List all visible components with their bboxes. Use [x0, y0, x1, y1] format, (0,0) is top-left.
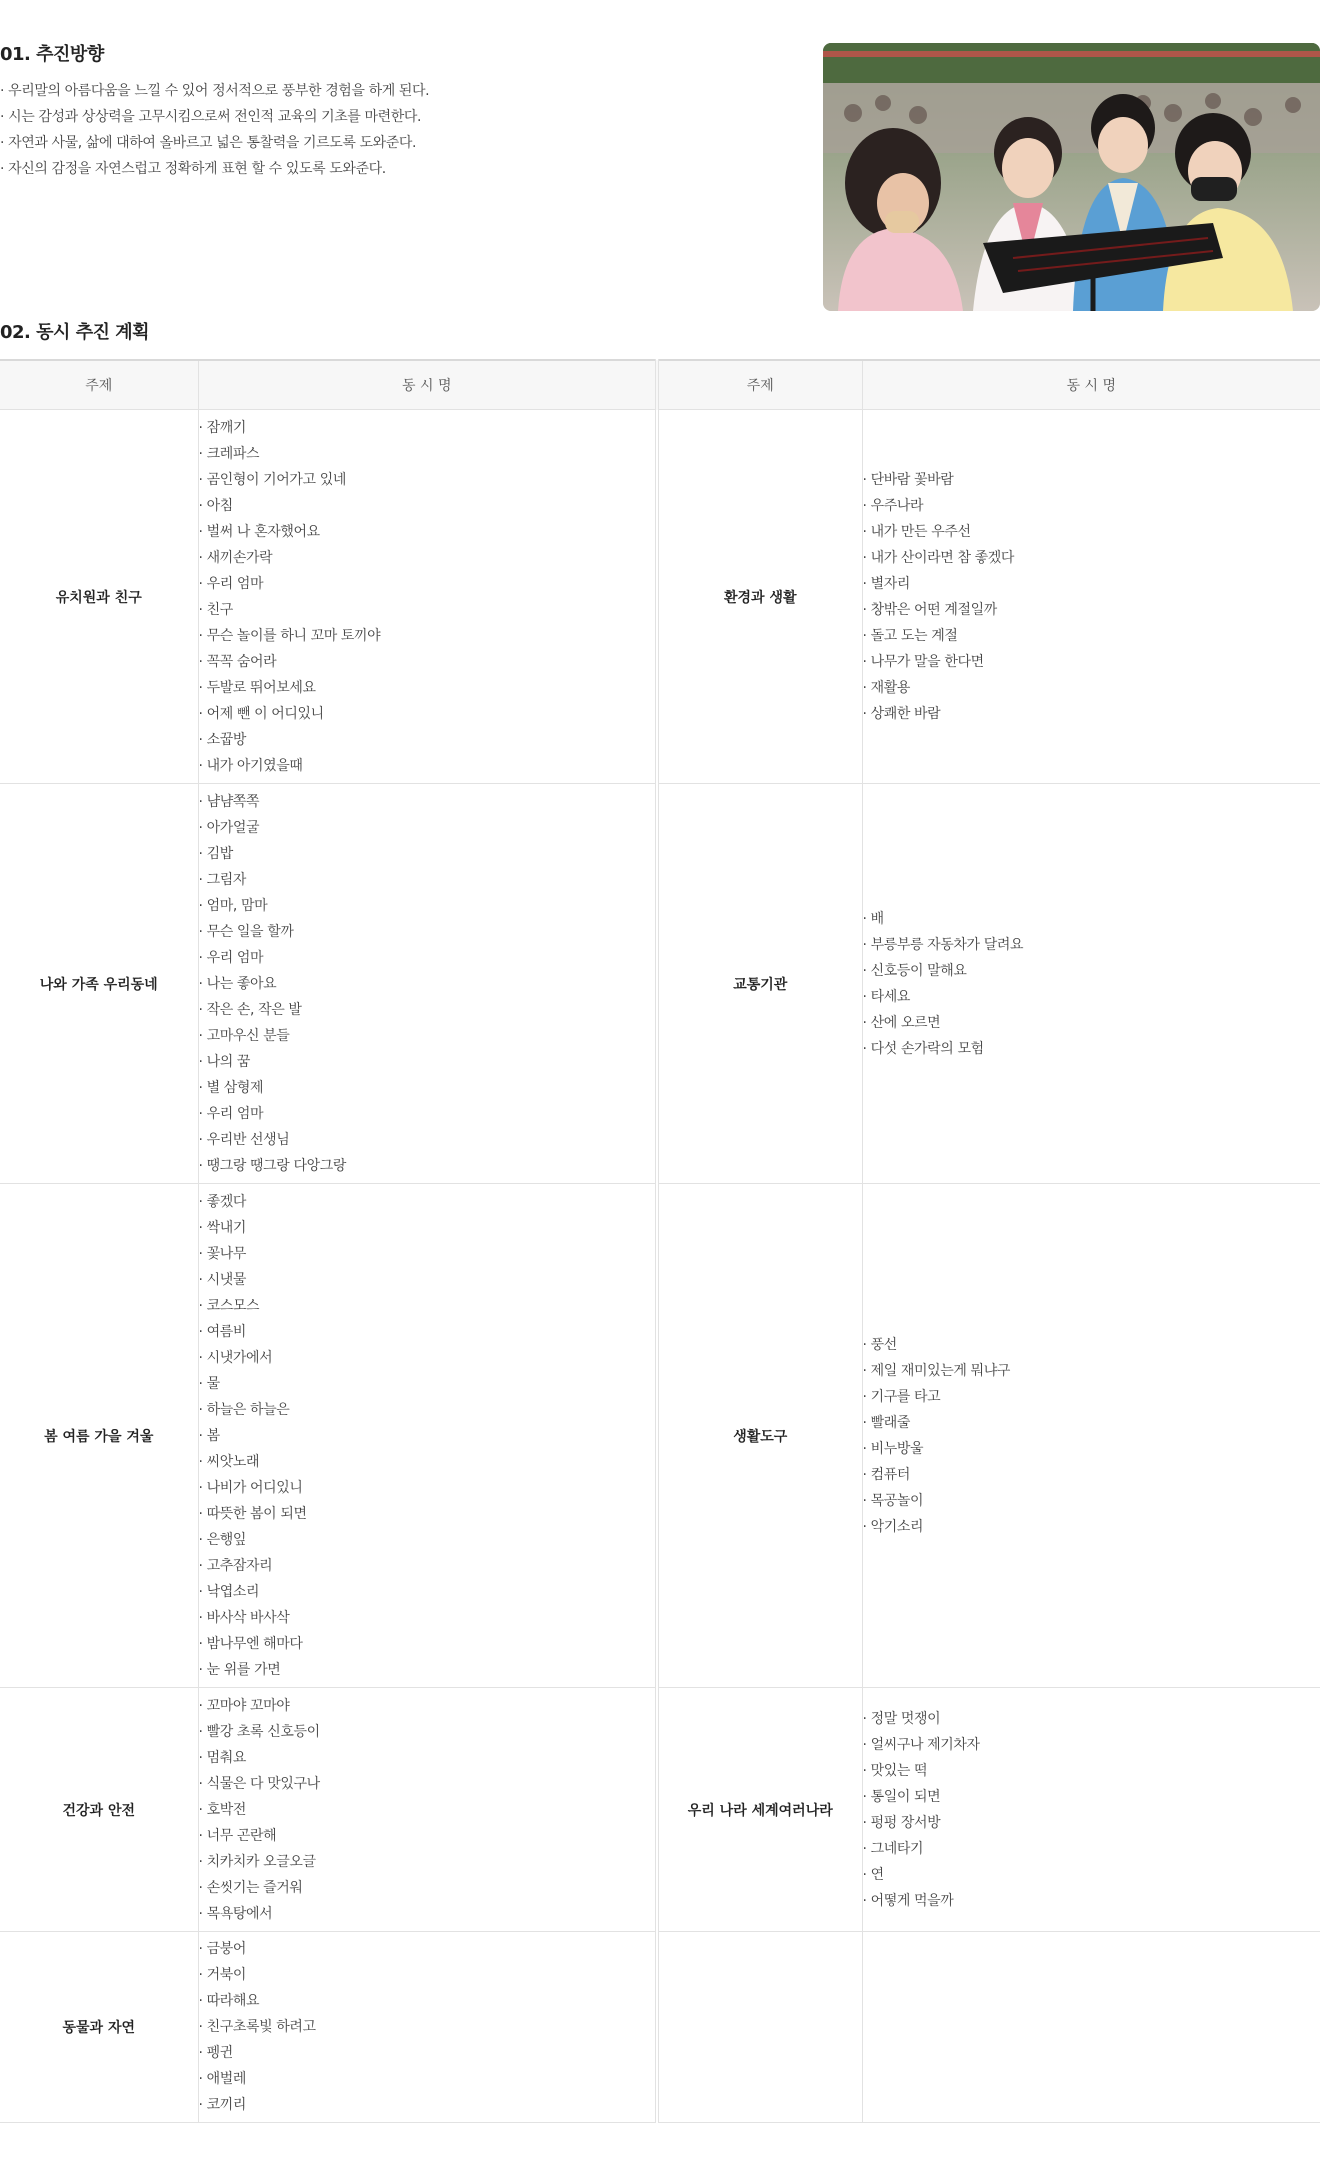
poem-list [863, 467, 1320, 727]
poem-item: · 나는 좋아요 [199, 971, 656, 997]
poem-item: · 코스모스 [199, 1293, 656, 1319]
poem-item: · 연 [863, 1862, 1320, 1888]
poem-item: · 김밥 [199, 841, 656, 867]
direction-item: · 시는 감성과 상상력을 고무시킴으로써 전인적 교육의 기초를 마련한다. [0, 104, 429, 130]
poem-list-cell [198, 1184, 657, 1688]
direction-item: · 우리말의 아름다움을 느낄 수 있어 정서적으로 풍부한 경험을 하게 된다. [0, 78, 429, 104]
topic-cell: 나와 가족 우리동네 [0, 784, 198, 1184]
direction-item: · 자신의 감정을 자연스럽고 정확하게 표현 할 수 있도록 도와준다. [0, 156, 429, 182]
poem-item: · 비누방울 [863, 1436, 1320, 1462]
topic-cell: 동물과 자연 [0, 1932, 198, 2123]
poem-item: · 악기소리 [863, 1514, 1320, 1540]
poem-item: · 우리반 선생님 [199, 1127, 656, 1153]
poem-item: · 여름비 [199, 1319, 656, 1345]
poem-item: · 제일 재미있는게 뭐냐구 [863, 1358, 1320, 1384]
poem-item: · 애벌레 [199, 2066, 656, 2092]
poem-item: · 엄마, 맘마 [199, 893, 656, 919]
poem-item: · 별 삼형제 [199, 1075, 656, 1101]
table-row [0, 1688, 1320, 1932]
poem-item: · 너무 곤란해 [199, 1823, 656, 1849]
poem-item: · 두발로 뛰어보세요 [199, 675, 656, 701]
poem-item: · 코끼리 [199, 2092, 656, 2118]
poem-item: · 목욕탕에서 [199, 1901, 656, 1927]
poem-item: · 꼬마야 꼬마야 [199, 1693, 656, 1719]
poem-item: · 아가얼굴 [199, 815, 656, 841]
poem-item: · 통일이 되면 [863, 1784, 1320, 1810]
poem-item: · 하늘은 하늘은 [199, 1397, 656, 1423]
poem-item: · 고마우신 분들 [199, 1023, 656, 1049]
poem-item: · 작은 손, 작은 발 [199, 997, 656, 1023]
header-poems: 동 시 명 [198, 360, 657, 410]
poem-plan-table [0, 359, 1320, 2123]
topic-cell: 우리 나라 세계여러나라 [657, 1688, 862, 1932]
poem-item: · 부릉부릉 자동차가 달려요 [863, 932, 1320, 958]
table-row [0, 410, 1320, 784]
poem-item: · 내가 아기였을때 [199, 753, 656, 779]
poem-item: · 잠깨기 [199, 415, 656, 441]
poem-item: · 어떻게 먹을까 [863, 1888, 1320, 1914]
poem-item: · 소꿉방 [199, 727, 656, 753]
topic-cell: 교통기관 [657, 784, 862, 1184]
poem-list [199, 1693, 656, 1927]
poem-list-cell [862, 784, 1320, 1184]
topic-cell: 유치원과 친구 [0, 410, 198, 784]
section-title-plan: 02. 동시 추진 계획 [0, 322, 150, 343]
section-title-direction: 01. 추진방향 [0, 44, 104, 65]
poem-item: · 눈 위를 가면 [199, 1657, 656, 1683]
poem-item: · 풍선 [863, 1332, 1320, 1358]
table-header-row [0, 360, 1320, 410]
header-topic: 주제 [657, 360, 862, 410]
poem-item: · 나비가 어디있니 [199, 1475, 656, 1501]
poem-item: · 친구 [199, 597, 656, 623]
poem-item: · 치카치카 오글오글 [199, 1849, 656, 1875]
poem-list-cell [198, 410, 657, 784]
poem-item: · 바사삭 바사삭 [199, 1605, 656, 1631]
poem-item: · 나의 꿈 [199, 1049, 656, 1075]
poem-item: · 재활용 [863, 675, 1320, 701]
topic-cell [657, 1932, 862, 2123]
topic-cell: 환경과 생활 [657, 410, 862, 784]
poem-item: · 새끼손가락 [199, 545, 656, 571]
poem-list-cell [198, 1932, 657, 2123]
poem-list-cell [198, 784, 657, 1184]
poem-list-cell [862, 1184, 1320, 1688]
poem-item: · 그림자 [199, 867, 656, 893]
poem-item: · 기구를 타고 [863, 1384, 1320, 1410]
poem-item: · 꽃나무 [199, 1241, 656, 1267]
poem-item: · 타세요 [863, 984, 1320, 1010]
poem-item: · 무슨 놀이를 하니 꼬마 토끼야 [199, 623, 656, 649]
poem-list [199, 1189, 656, 1683]
poem-item: · 벌써 나 혼자했어요 [199, 519, 656, 545]
poem-item: · 별자리 [863, 571, 1320, 597]
poem-item: · 배 [863, 906, 1320, 932]
poem-list [863, 1332, 1320, 1540]
poem-item: · 금붕어 [199, 1936, 656, 1962]
poem-item: · 식물은 다 맛있구나 [199, 1771, 656, 1797]
poem-list [863, 1706, 1320, 1914]
topic-cell: 생활도구 [657, 1184, 862, 1688]
poem-list [199, 789, 656, 1179]
poem-item: · 봄 [199, 1423, 656, 1449]
poem-item: · 단바람 꽃바람 [863, 467, 1320, 493]
poem-item: · 돌고 도는 계절 [863, 623, 1320, 649]
poem-item: · 펑펑 장서방 [863, 1810, 1320, 1836]
poem-item: · 따라해요 [199, 1988, 656, 2014]
poem-item: · 빨래줄 [863, 1410, 1320, 1436]
poem-item: · 빨강 초록 신호등이 [199, 1719, 656, 1745]
poem-list [199, 1936, 656, 2118]
poem-item: · 싹내기 [199, 1215, 656, 1241]
poem-list-cell [862, 1932, 1320, 2123]
poem-item: · 곰인형이 기어가고 있네 [199, 467, 656, 493]
poem-item: · 아침 [199, 493, 656, 519]
poem-item: · 나무가 말을 한다면 [863, 649, 1320, 675]
poem-item: · 시냇가에서 [199, 1345, 656, 1371]
poem-item: · 호박전 [199, 1797, 656, 1823]
poem-item: · 어제 뺀 이 어디있니 [199, 701, 656, 727]
direction-item: · 자연과 사물, 삶에 대하여 올바르고 넓은 통찰력을 기르도록 도와준다. [0, 130, 429, 156]
topic-cell: 봄 여름 가을 겨울 [0, 1184, 198, 1688]
header-topic: 주제 [0, 360, 198, 410]
poem-item: · 맛있는 떡 [863, 1758, 1320, 1784]
poem-list-cell [862, 410, 1320, 784]
poem-item: · 시냇물 [199, 1267, 656, 1293]
poem-item: · 그네타기 [863, 1836, 1320, 1862]
children-reciting-poem-photo [823, 43, 1320, 311]
poem-item: · 신호등이 말해요 [863, 958, 1320, 984]
poem-item: · 다섯 손가락의 모험 [863, 1036, 1320, 1062]
direction-list [0, 78, 429, 182]
poem-list [863, 906, 1320, 1062]
poem-item: · 산에 오르면 [863, 1010, 1320, 1036]
poem-item: · 우주나라 [863, 493, 1320, 519]
header-poems: 동 시 명 [862, 360, 1320, 410]
poem-list [199, 415, 656, 779]
poem-item: · 밤나무엔 해마다 [199, 1631, 656, 1657]
topic-cell: 건강과 안전 [0, 1688, 198, 1932]
poem-item: · 거북이 [199, 1962, 656, 1988]
poem-item: · 고추잠자리 [199, 1553, 656, 1579]
poem-item: · 목공놀이 [863, 1488, 1320, 1514]
poem-item: · 꼭꼭 숨어라 [199, 649, 656, 675]
table-row [0, 1184, 1320, 1688]
poem-item: · 땡그랑 땡그랑 다앙그랑 [199, 1153, 656, 1179]
poem-item: · 좋겠다 [199, 1189, 656, 1215]
table-row [0, 784, 1320, 1184]
poem-item: · 얼씨구나 제기차자 [863, 1732, 1320, 1758]
poem-item: · 은행잎 [199, 1527, 656, 1553]
poem-item: · 정말 멋쟁이 [863, 1706, 1320, 1732]
poem-item: · 우리 엄마 [199, 1101, 656, 1127]
poem-item: · 냠냠쪽쪽 [199, 789, 656, 815]
poem-item: · 컴퓨터 [863, 1462, 1320, 1488]
poem-item: · 크레파스 [199, 441, 656, 467]
poem-item: · 손씻기는 즐거워 [199, 1875, 656, 1901]
poem-item: · 씨앗노래 [199, 1449, 656, 1475]
poem-list-cell [862, 1688, 1320, 1932]
poem-item: · 우리 엄마 [199, 571, 656, 597]
poem-item: · 창밖은 어떤 계절일까 [863, 597, 1320, 623]
poem-item: · 내가 산이라면 참 좋겠다 [863, 545, 1320, 571]
poem-item: · 내가 만든 우주선 [863, 519, 1320, 545]
poem-item: · 친구초록빛 하려고 [199, 2014, 656, 2040]
poem-item: · 따뜻한 봄이 되면 [199, 1501, 656, 1527]
table-row [0, 1932, 1320, 2123]
poem-item: · 우리 엄마 [199, 945, 656, 971]
poem-item: · 무슨 일을 할까 [199, 919, 656, 945]
poem-item: · 낙엽소리 [199, 1579, 656, 1605]
poem-item: · 펭귄 [199, 2040, 656, 2066]
poem-item: · 물 [199, 1371, 656, 1397]
poem-item: · 멈춰요 [199, 1745, 656, 1771]
poem-item: · 상쾌한 바람 [863, 701, 1320, 727]
poem-list-cell [198, 1688, 657, 1932]
